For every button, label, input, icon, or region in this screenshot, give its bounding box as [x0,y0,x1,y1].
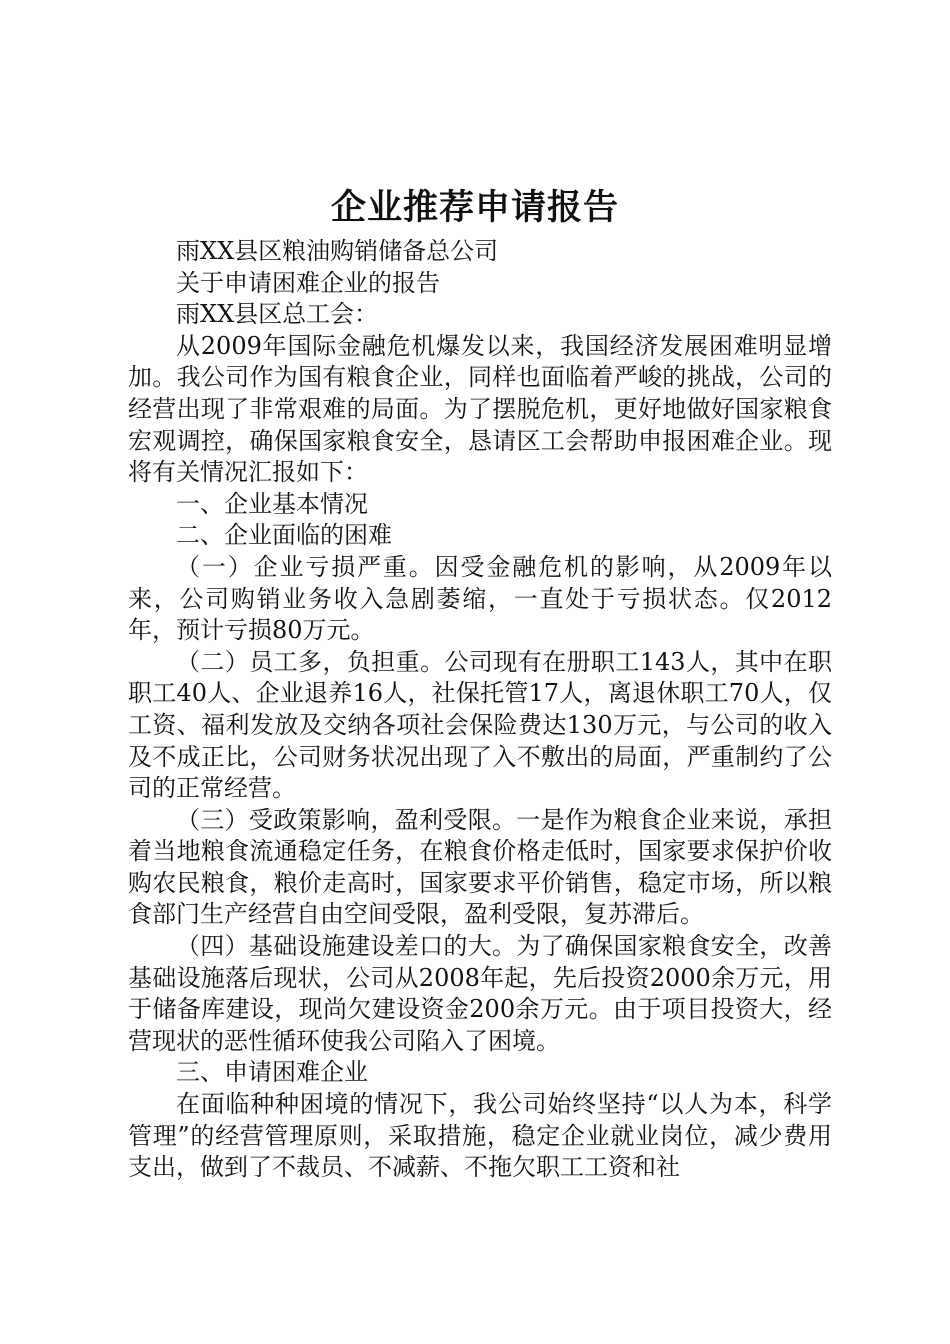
recipient-line: 雨XX县区总工会： [176,300,379,329]
paragraph-staff: （二）员工多，负担重。公司现有在册职工143人，其中在职职工40人、企业退养16人，社保托管17人，离退休职工70人，仅工资、福利发放及交纳各项社会保险费达130万元，与公司的收入及不成正比，公司财务状况出现了入不敷出的局面，严重制约了公司的正常经营。 [128,647,832,803]
paragraph-application: 在面临种种困境的情况下，我公司始终坚持“以人为本，科学管理”的经营管理原则，采取措施，稳定企业就业岗位，减少费用支出，做到了不裁员、不减薪、不拖欠职工工资和社 [128,1090,832,1182]
section-heading-3: 三、申请困难企业 [176,1058,368,1087]
section-heading-1: 一、企业基本情况 [176,489,368,518]
intro-paragraph: 从2009年国际金融危机爆发以来，我国经济发展困难明显增加。我公司作为国有粮食企业，同样也面临着严峻的挑战，公司的经营出现了非常艰难的局面。为了摆脱危机，更好地做好国家粮食宏观调控，确保国家粮食安全，恳请区工会帮助申报困难企业。现将有关情况汇报如下： [128,331,832,487]
paragraph-policy: （三）受政策影响，盈利受限。一是作为粮食企业来说，承担着当地粮食流通稳定任务，在粮食价格走低时，国家要求保护价收购农民粮食，粮价走高时，国家要求平价销售，稳定市场，所以粮食部门生产经营自由空间受限，盈利受限，复苏滞后。 [128,805,832,929]
paragraph-infrastructure: （四）基础设施建设差口的大。为了确保国家粮食安全，改善基础设施落后现状，公司从2008年起，先后投资2000余万元，用于储备库建设，现尚欠建设资金200余万元。由于项目投资大，经营现状的恶性循环使我公司陷入了困境。 [128,932,832,1055]
sender-line: 雨XX县区粮油购销储备总公司 [176,237,499,265]
document-body [128,236,832,1184]
document-title: 企业推荐申请报告 [330,187,619,228]
subject-line: 关于申请困难企业的报告 [176,268,440,297]
paragraph-losses: （一）企业亏损严重。因受金融危机的影响，从2009年以来，公司购销业务收入急剧萎缩，一直处于亏损状态。仅2012年，预计亏损80万元。 [128,552,832,645]
section-heading-2: 二、企业面临的困难 [176,521,392,550]
